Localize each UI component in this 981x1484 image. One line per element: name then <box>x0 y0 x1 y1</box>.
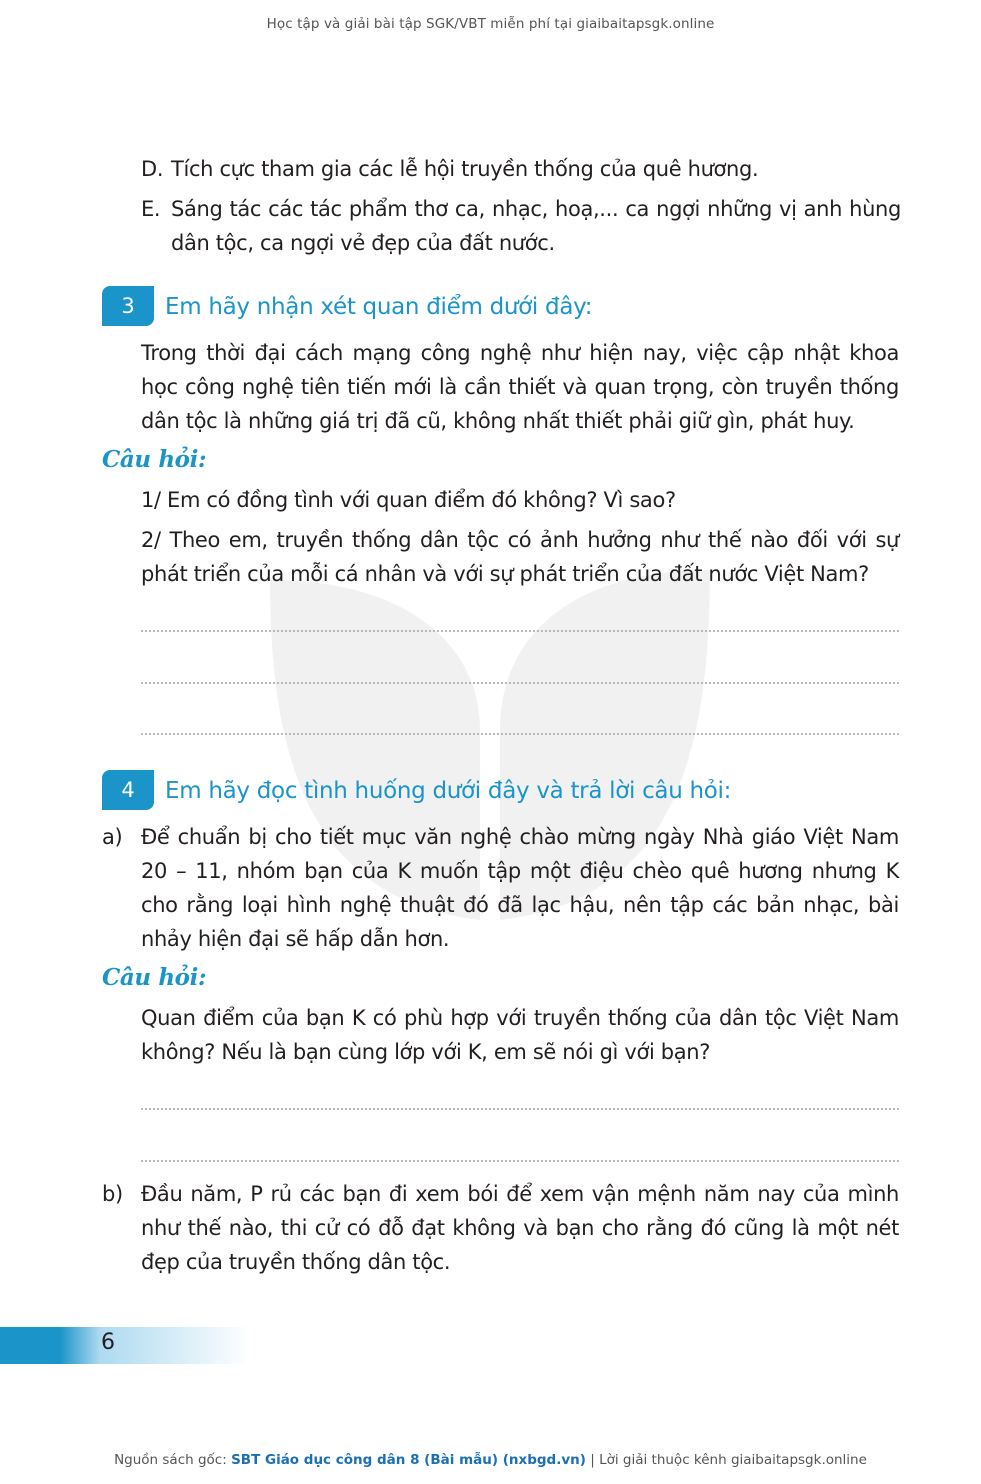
answer-line[interactable] <box>141 1108 899 1110</box>
situation-b-text: Đầu năm, P rủ các bạn đi xem bói để xem vận mệnh năm nay của mình như thế nào, thi cử có đỗ đạt không và bạn cho rằng đó cũng là một nét đẹp của truyền thống dân tộc. <box>141 1182 899 1274</box>
situation-a-question: Quan điểm của bạn K có phù hợp với truyền thống của dân tộc Việt Nam không? Nếu là bạn cùng lớp với K, em sẽ nói gì với bạn? <box>141 1006 899 1064</box>
page-number: 6 <box>101 1330 115 1355</box>
option-d-label: D. <box>141 157 164 181</box>
footer <box>0 1452 981 1468</box>
question-3-title: Em hãy nhận xét quan điểm dưới đây: <box>165 294 593 320</box>
situation-b-label: b) <box>102 1182 123 1206</box>
situation-a-label: a) <box>102 825 123 849</box>
question-3-badge: 3 <box>102 286 154 326</box>
footer-prefix: Nguồn sách gốc: <box>114 1452 232 1468</box>
option-d <box>141 152 901 186</box>
answer-line[interactable] <box>141 1160 899 1162</box>
page-number-stripe <box>0 1327 250 1364</box>
option-e-text: Sáng tác các tác phẩm thơ ca, nhạc, hoạ,... ca ngợi những vị anh hùng dân tộc, ca ngợi vẻ đẹp của đất nước. <box>171 197 901 255</box>
option-d-text: Tích cực tham gia các lễ hội truyền thống của quê hương. <box>171 157 759 181</box>
option-e <box>141 192 901 260</box>
footer-suffix: | Lời giải thuộc kênh giaibaitapsgk.online <box>585 1452 867 1468</box>
option-e-label: E. <box>141 197 161 221</box>
answer-line[interactable] <box>141 733 899 735</box>
question-3-q1: 1/ Em có đồng tình với quan điểm đó không? Vì sao? <box>141 488 676 512</box>
top-banner: Học tập và giải bài tập SGK/VBT miễn phí tại giaibaitapsgk.online <box>266 16 715 32</box>
answer-line[interactable] <box>141 682 899 684</box>
question-4-title: Em hãy đọc tình huống dưới đây và trả lời câu hỏi: <box>165 778 732 804</box>
question-4-badge: 4 <box>102 770 154 810</box>
footer-source-link[interactable]: SBT Giáo dục công dân 8 (Bài mẫu) (nxbgd.vn) <box>231 1452 586 1468</box>
question-4-label: Câu hỏi: <box>102 964 207 991</box>
answer-line[interactable] <box>141 630 899 632</box>
question-3-label: Câu hỏi: <box>102 446 207 473</box>
question-3-statement: Trong thời đại cách mạng công nghệ như hiện nay, việc cập nhật khoa học công nghệ tiên tiến mới là cần thiết và quan trọng, còn truyền thống dân tộc là những giá trị đã cũ, không nhất thiết phải giữ gìn, phát huy. <box>141 341 899 433</box>
situation-a-text: Để chuẩn bị cho tiết mục văn nghệ chào mừng ngày Nhà giáo Việt Nam 20 – 11, nhóm bạn của K muốn tập một điệu chèo quê hương nhưng K cho rằng loại hình nghệ thuật đó đã lạc hậu, nên tập các bản nhạc, bài nhảy hiện đại sẽ hấp dẫn hơn. <box>141 825 899 951</box>
question-3-q2: 2/ Theo em, truyền thống dân tộc có ảnh hưởng như thế nào đối với sự phát triển của mỗi cá nhân và với sự phát triển của đất nước Việt Nam? <box>141 528 899 586</box>
